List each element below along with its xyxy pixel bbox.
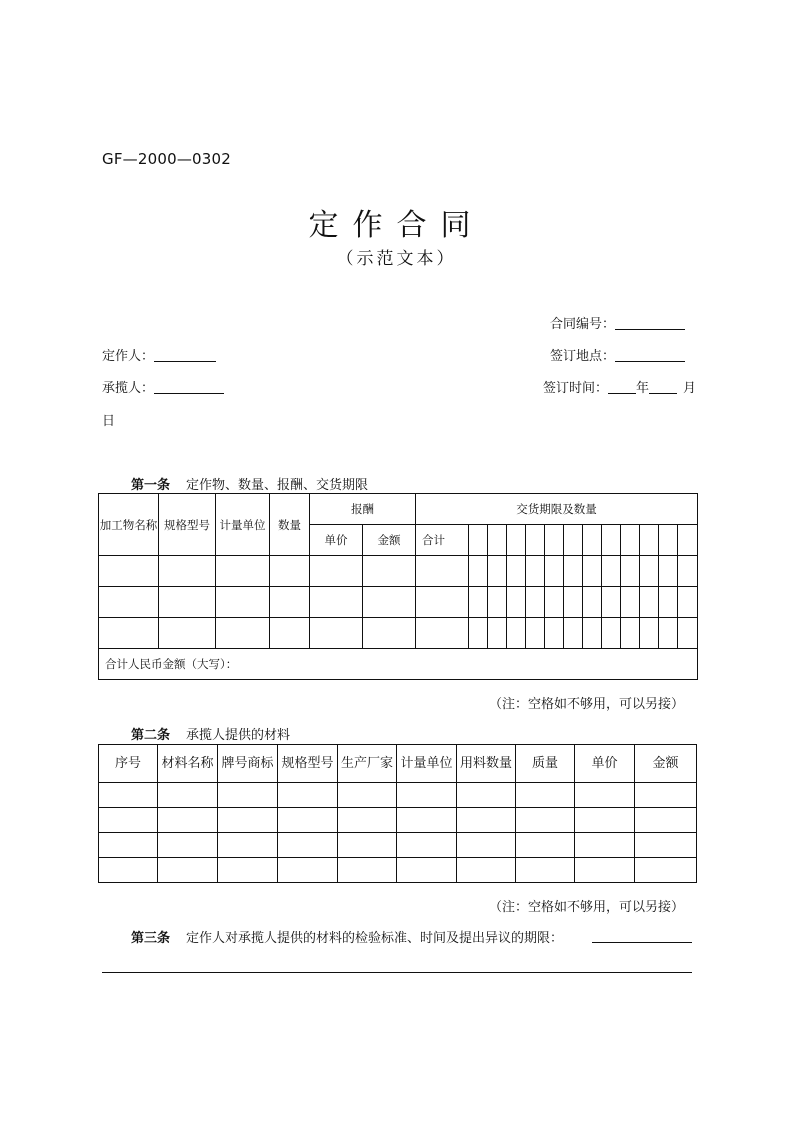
article2-row bbox=[99, 783, 697, 808]
contract-no-label: 合同编号： bbox=[550, 317, 616, 332]
sign-place-blank[interactable] bbox=[615, 347, 685, 362]
table-cell[interactable] bbox=[678, 556, 698, 587]
table-cell[interactable] bbox=[416, 587, 469, 618]
table-cell[interactable] bbox=[397, 783, 457, 808]
table-cell[interactable] bbox=[564, 587, 583, 618]
table-cell[interactable] bbox=[457, 833, 516, 858]
table-cell[interactable] bbox=[158, 808, 218, 833]
table-cell[interactable] bbox=[338, 808, 397, 833]
table-cell[interactable] bbox=[516, 783, 575, 808]
table-cell[interactable] bbox=[99, 618, 159, 649]
year-label: 年 bbox=[636, 381, 650, 396]
table-cell[interactable] bbox=[158, 783, 218, 808]
sign-place-field bbox=[550, 345, 685, 364]
client-label: 定作人： bbox=[102, 349, 155, 364]
header-amount: 金额 bbox=[363, 525, 416, 556]
header-manufacturer: 生产厂家 bbox=[338, 745, 397, 783]
article1-text: 定作物、数量、报酬、交货期限 bbox=[186, 478, 369, 493]
table-cell[interactable] bbox=[216, 618, 270, 649]
table-cell[interactable] bbox=[575, 808, 635, 833]
table-cell[interactable] bbox=[602, 556, 621, 587]
header-delivery: 交货期限及数量 bbox=[416, 494, 698, 525]
delivery-cell[interactable] bbox=[545, 525, 564, 556]
header-unit-price: 单价 bbox=[575, 745, 635, 783]
table-cell[interactable] bbox=[397, 833, 457, 858]
table-cell[interactable] bbox=[278, 783, 338, 808]
table-cell[interactable] bbox=[575, 833, 635, 858]
day-label: 日 bbox=[102, 414, 116, 429]
contract-no-blank[interactable] bbox=[615, 315, 685, 330]
delivery-cell[interactable] bbox=[507, 525, 526, 556]
table-cell[interactable] bbox=[457, 808, 516, 833]
header-brand: 牌号商标 bbox=[218, 745, 278, 783]
table-cell[interactable] bbox=[159, 618, 216, 649]
table-cell[interactable] bbox=[516, 833, 575, 858]
table-cell[interactable] bbox=[635, 783, 697, 808]
article1-header-row-1 bbox=[99, 494, 698, 525]
table-cell[interactable] bbox=[640, 618, 659, 649]
contractor-label: 承揽人： bbox=[102, 381, 155, 396]
contract-no-field bbox=[550, 313, 685, 332]
header-unit: 计量单位 bbox=[397, 745, 457, 783]
table-cell[interactable] bbox=[545, 618, 564, 649]
month-blank[interactable] bbox=[649, 379, 677, 394]
table-cell[interactable] bbox=[158, 858, 218, 883]
table-cell[interactable] bbox=[575, 783, 635, 808]
table-cell[interactable] bbox=[159, 556, 216, 587]
table-cell[interactable] bbox=[621, 618, 640, 649]
article2-heading bbox=[131, 724, 290, 743]
table-cell[interactable] bbox=[678, 618, 698, 649]
document-subtitle: （示范文本） bbox=[336, 249, 457, 269]
article1-note: （注：空格如不够用，可以另接） bbox=[489, 697, 685, 712]
article3-blank[interactable] bbox=[592, 928, 692, 943]
table-cell[interactable] bbox=[516, 808, 575, 833]
article2-row bbox=[99, 858, 697, 883]
table-cell[interactable] bbox=[507, 587, 526, 618]
article2-number: 第二条 bbox=[131, 728, 171, 743]
header-spec: 规格型号 bbox=[278, 745, 338, 783]
table-cell[interactable] bbox=[488, 556, 507, 587]
delivery-cell[interactable] bbox=[469, 525, 488, 556]
table-cell[interactable] bbox=[659, 556, 678, 587]
table-cell[interactable] bbox=[397, 858, 457, 883]
header-item-name: 加工物名称 bbox=[99, 494, 159, 556]
table-cell[interactable] bbox=[397, 808, 457, 833]
delivery-cell[interactable] bbox=[640, 525, 659, 556]
delivery-cell[interactable] bbox=[488, 525, 507, 556]
table-cell[interactable] bbox=[363, 618, 416, 649]
table-cell[interactable] bbox=[416, 556, 469, 587]
header-qty: 数量 bbox=[270, 494, 310, 556]
table-cell[interactable] bbox=[526, 556, 545, 587]
header-total: 合计 bbox=[416, 525, 469, 556]
year-blank[interactable] bbox=[608, 379, 636, 394]
table-cell[interactable] bbox=[310, 587, 363, 618]
table-cell[interactable] bbox=[635, 808, 697, 833]
table-cell[interactable] bbox=[640, 556, 659, 587]
total-rmb-label[interactable]: 合计人民币金额（大写）： bbox=[99, 649, 698, 680]
article1-heading bbox=[131, 474, 368, 493]
contractor-field bbox=[102, 377, 224, 396]
table-cell[interactable] bbox=[270, 587, 310, 618]
article3-number: 第三条 bbox=[131, 931, 171, 946]
sign-time-field bbox=[543, 377, 696, 396]
table-cell[interactable] bbox=[575, 858, 635, 883]
table-cell[interactable] bbox=[635, 833, 697, 858]
sign-time-label: 签订时间： bbox=[543, 381, 609, 396]
table-cell[interactable] bbox=[218, 783, 278, 808]
delivery-cell[interactable] bbox=[659, 525, 678, 556]
table-cell[interactable] bbox=[488, 618, 507, 649]
table-cell[interactable] bbox=[338, 858, 397, 883]
table-cell[interactable] bbox=[216, 556, 270, 587]
article2-row bbox=[99, 833, 697, 858]
table-cell[interactable] bbox=[469, 556, 488, 587]
table-cell[interactable] bbox=[99, 783, 158, 808]
month-label: 月 bbox=[683, 381, 697, 396]
document-code: GF—2000—0302 bbox=[102, 150, 231, 168]
table-cell[interactable] bbox=[338, 783, 397, 808]
article2-text: 承揽人提供的材料 bbox=[186, 728, 291, 743]
table-cell[interactable] bbox=[621, 587, 640, 618]
table-cell[interactable] bbox=[583, 587, 602, 618]
table-cell[interactable] bbox=[545, 556, 564, 587]
header-spec: 规格型号 bbox=[159, 494, 216, 556]
table-cell[interactable] bbox=[659, 587, 678, 618]
header-quality: 质量 bbox=[516, 745, 575, 783]
client-field bbox=[102, 345, 216, 364]
table-cell[interactable] bbox=[602, 618, 621, 649]
table-cell[interactable] bbox=[278, 833, 338, 858]
table-cell[interactable] bbox=[363, 556, 416, 587]
table-cell[interactable] bbox=[457, 858, 516, 883]
table-cell[interactable] bbox=[218, 858, 278, 883]
table-cell[interactable] bbox=[158, 833, 218, 858]
article2-header-row bbox=[99, 745, 697, 783]
table-cell[interactable] bbox=[659, 618, 678, 649]
table-cell[interactable] bbox=[507, 618, 526, 649]
delivery-cell[interactable] bbox=[678, 525, 698, 556]
article1-table bbox=[98, 493, 698, 680]
table-cell[interactable] bbox=[99, 808, 158, 833]
table-cell[interactable] bbox=[621, 556, 640, 587]
table-cell[interactable] bbox=[516, 858, 575, 883]
header-pay: 报酬 bbox=[310, 494, 416, 525]
table-cell[interactable] bbox=[310, 618, 363, 649]
table-cell[interactable] bbox=[564, 618, 583, 649]
table-cell[interactable] bbox=[564, 556, 583, 587]
client-blank[interactable] bbox=[154, 347, 216, 362]
table-cell[interactable] bbox=[216, 587, 270, 618]
table-cell[interactable] bbox=[416, 618, 469, 649]
document-title: 定作合同 bbox=[308, 208, 485, 243]
table-cell[interactable] bbox=[159, 587, 216, 618]
table-cell[interactable] bbox=[583, 556, 602, 587]
table-cell[interactable] bbox=[270, 556, 310, 587]
table-cell[interactable] bbox=[457, 783, 516, 808]
contractor-blank[interactable] bbox=[154, 379, 224, 394]
article2-table bbox=[98, 744, 697, 883]
table-cell[interactable] bbox=[526, 618, 545, 649]
table-cell[interactable] bbox=[469, 587, 488, 618]
article3-text: 定作人对承揽人提供的材料的检验标准、时间及提出异议的期限： bbox=[186, 931, 564, 946]
article3-blank-line[interactable] bbox=[102, 972, 692, 973]
table-cell[interactable] bbox=[218, 808, 278, 833]
table-cell[interactable] bbox=[99, 833, 158, 858]
article1-row bbox=[99, 587, 698, 618]
table-cell[interactable] bbox=[640, 587, 659, 618]
table-cell[interactable] bbox=[526, 587, 545, 618]
delivery-cell[interactable] bbox=[621, 525, 640, 556]
header-amount: 金额 bbox=[635, 745, 697, 783]
header-unit-price: 单价 bbox=[310, 525, 363, 556]
delivery-cell[interactable] bbox=[583, 525, 602, 556]
table-cell[interactable] bbox=[545, 587, 564, 618]
table-cell[interactable] bbox=[602, 587, 621, 618]
delivery-cell[interactable] bbox=[602, 525, 621, 556]
header-material-qty: 用料数量 bbox=[457, 745, 516, 783]
table-cell[interactable] bbox=[99, 587, 159, 618]
table-cell[interactable] bbox=[507, 556, 526, 587]
table-cell[interactable] bbox=[278, 858, 338, 883]
table-cell[interactable] bbox=[678, 587, 698, 618]
table-cell[interactable] bbox=[338, 833, 397, 858]
table-cell[interactable] bbox=[278, 808, 338, 833]
table-cell[interactable] bbox=[218, 833, 278, 858]
article1-row bbox=[99, 618, 698, 649]
table-cell[interactable] bbox=[99, 858, 158, 883]
header-material-name: 材料名称 bbox=[158, 745, 218, 783]
header-unit: 计量单位 bbox=[216, 494, 270, 556]
delivery-cell[interactable] bbox=[564, 525, 583, 556]
article3-heading bbox=[131, 927, 563, 946]
table-cell[interactable] bbox=[363, 587, 416, 618]
table-cell[interactable] bbox=[488, 587, 507, 618]
delivery-cell[interactable] bbox=[526, 525, 545, 556]
sign-place-label: 签订地点： bbox=[550, 349, 616, 364]
article2-note: （注：空格如不够用，可以另接） bbox=[489, 900, 685, 915]
table-cell[interactable] bbox=[583, 618, 602, 649]
article2-row bbox=[99, 808, 697, 833]
table-cell[interactable] bbox=[99, 556, 159, 587]
article1-number: 第一条 bbox=[131, 478, 171, 493]
article1-total-row bbox=[99, 649, 698, 680]
table-cell[interactable] bbox=[469, 618, 488, 649]
header-serial: 序号 bbox=[99, 745, 158, 783]
article1-row bbox=[99, 556, 698, 587]
table-cell[interactable] bbox=[310, 556, 363, 587]
table-cell[interactable] bbox=[635, 858, 697, 883]
table-cell[interactable] bbox=[270, 618, 310, 649]
